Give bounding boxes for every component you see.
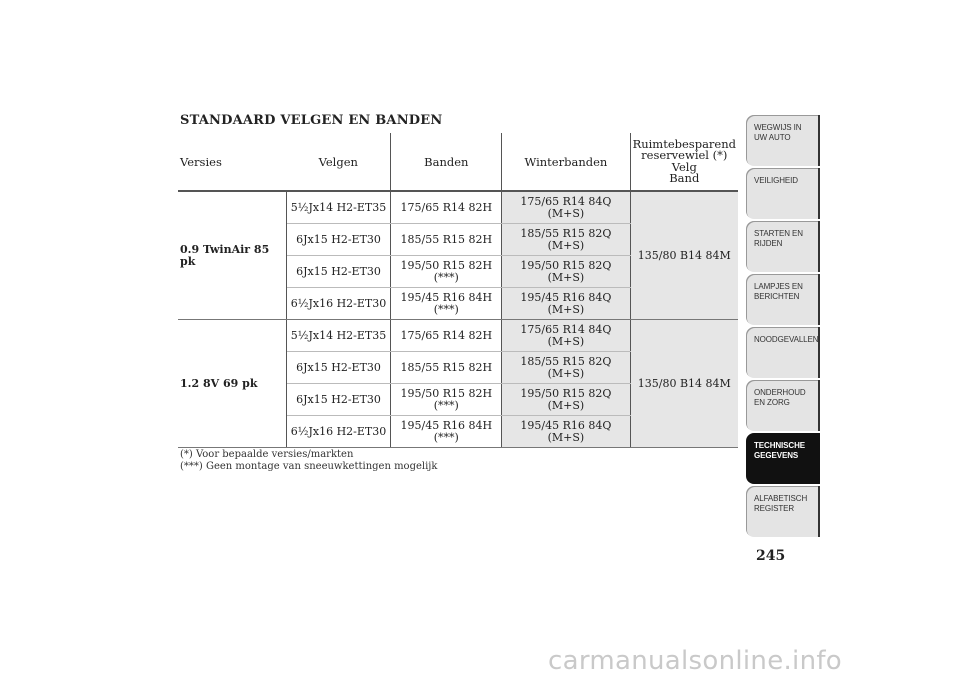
chapter-tab[interactable] [746, 433, 820, 484]
chapter-tab-label: ALFABETISCH REGISTER [754, 494, 808, 513]
rim-cell [286, 416, 391, 448]
rim-cell [286, 320, 391, 352]
rims-tyres-table [178, 133, 738, 448]
tyre-note: (***) [433, 430, 459, 444]
watermark: carmanualsonline.info [548, 646, 843, 676]
tyre-value: 175/65 R14 82H [400, 200, 493, 214]
header-winterbanden: Winterbanden [502, 133, 630, 191]
spare-wheel-cell: 135/80 B14 84M [630, 320, 738, 448]
chapter-tabs [746, 115, 820, 539]
header-spare-line3: Velg [671, 159, 697, 174]
winter-tyre-value: 185/55 R15 82Q [520, 227, 612, 240]
winter-tyre-cell [502, 288, 630, 320]
tyre-value: 185/55 R15 82H [400, 360, 493, 374]
chapter-tab-label: VEILIGHEID [754, 176, 798, 185]
chapter-tab-label: STARTEN EN RIJDEN [754, 229, 803, 248]
tyre-cell [391, 416, 502, 448]
chapter-tab[interactable] [746, 221, 820, 272]
winter-tyre-value: 195/45 R16 84Q [520, 291, 612, 304]
rim-value: 6½Jx16 H2-ET30 [290, 424, 387, 438]
tyre-cell [391, 256, 502, 288]
chapter-tab[interactable] [746, 327, 820, 378]
rim-value: 5½Jx14 H2-ET35 [290, 328, 387, 342]
chapter-tab[interactable] [746, 274, 820, 325]
rim-value: 5½Jx14 H2-ET35 [290, 200, 387, 214]
winter-tyre-value: 195/45 R16 84Q [520, 419, 612, 432]
tyre-value: 185/55 R15 82H [400, 232, 493, 246]
tyre-note: (***) [433, 398, 459, 412]
tyre-value: 195/45 R16 84H [400, 291, 493, 304]
rim-value: 6Jx15 H2-ET30 [296, 360, 381, 374]
winter-tyre-note: (M+S) [547, 238, 585, 252]
winter-tyre-value: 195/50 R15 82Q [520, 259, 612, 272]
tyre-cell [391, 320, 502, 352]
winter-tyre-note: (M+S) [547, 398, 585, 412]
winter-tyre-note: (M+S) [547, 270, 585, 284]
tyre-cell [391, 224, 502, 256]
header-spare-wheel [630, 133, 738, 191]
chapter-tab-label: ONDERHOUD EN ZORG [754, 388, 806, 407]
winter-tyre-note: (M+S) [547, 430, 585, 444]
header-spare-line2: reservewiel (*) [641, 148, 728, 162]
tyre-cell [391, 384, 502, 416]
version-cell: 1.2 8V 69 pk [178, 320, 286, 448]
tyre-note: (***) [433, 270, 459, 284]
chapter-tab-label: NOODGEVALLEN [754, 335, 819, 344]
spare-wheel-cell: 135/80 B14 84M [630, 191, 738, 320]
rim-cell [286, 288, 391, 320]
tyre-note: (***) [433, 302, 459, 316]
rim-value: 6Jx15 H2-ET30 [296, 264, 381, 278]
winter-tyre-cell [502, 352, 630, 384]
winter-tyre-value: 195/50 R15 82Q [520, 387, 612, 400]
chapter-tab[interactable] [746, 115, 820, 166]
version-cell: 0.9 TwinAir 85 pk [178, 191, 286, 320]
chapter-tab[interactable] [746, 380, 820, 431]
rim-cell [286, 384, 391, 416]
rim-cell [286, 256, 391, 288]
chapter-tab[interactable] [746, 486, 820, 537]
rim-value: 6Jx15 H2-ET30 [296, 392, 381, 406]
winter-tyre-cell [502, 191, 630, 224]
rim-cell [286, 352, 391, 384]
rim-cell [286, 191, 391, 224]
header-banden: Banden [391, 133, 502, 191]
footnote-1: (*) Voor bepaalde versies/markten [180, 449, 354, 460]
table-row [178, 191, 738, 224]
table-header-row [178, 133, 738, 191]
winter-tyre-note: (M+S) [547, 302, 585, 316]
table-row [178, 320, 738, 352]
chapter-tab-label: TECHNISCHE GEGEVENS [754, 441, 806, 460]
winter-tyre-note: (M+S) [547, 366, 585, 380]
footnotes [180, 449, 437, 473]
winter-tyre-cell [502, 256, 630, 288]
header-velgen: Velgen [286, 133, 391, 191]
header-versies: Versies [178, 133, 286, 191]
tyre-value: 195/50 R15 82H [400, 259, 493, 272]
rim-value: 6½Jx16 H2-ET30 [290, 296, 387, 310]
header-spare-line4: Band [669, 171, 700, 185]
winter-tyre-value: 175/65 R14 84Q [520, 195, 612, 208]
rim-value: 6Jx15 H2-ET30 [296, 232, 381, 246]
tyre-value: 195/45 R16 84H [400, 419, 493, 432]
winter-tyre-cell [502, 416, 630, 448]
winter-tyre-value: 185/55 R15 82Q [520, 355, 612, 368]
winter-tyre-cell [502, 384, 630, 416]
tyre-cell [391, 352, 502, 384]
chapter-tab-label: WEGWIJS IN UW AUTO [754, 123, 802, 142]
table-body [178, 191, 738, 448]
tyre-value: 175/65 R14 82H [400, 328, 493, 342]
winter-tyre-cell [502, 224, 630, 256]
winter-tyre-note: (M+S) [547, 334, 585, 348]
header-spare-line1: Ruimtebesparend [632, 136, 736, 151]
tyre-cell [391, 288, 502, 320]
winter-tyre-cell [502, 320, 630, 352]
page-title: STANDAARD VELGEN EN BANDEN [180, 113, 443, 128]
winter-tyre-value: 175/65 R14 84Q [520, 323, 612, 336]
tyre-cell [391, 191, 502, 224]
chapter-tab-label: LAMPJES EN BERICHTEN [754, 282, 803, 301]
winter-tyre-note: (M+S) [547, 206, 585, 220]
footnote-2: (***) Geen montage van sneeuwkettingen mogelijk [180, 461, 438, 472]
tyre-value: 195/50 R15 82H [400, 387, 493, 400]
rim-cell [286, 224, 391, 256]
page-number: 245 [756, 548, 786, 564]
chapter-tab[interactable] [746, 168, 820, 219]
